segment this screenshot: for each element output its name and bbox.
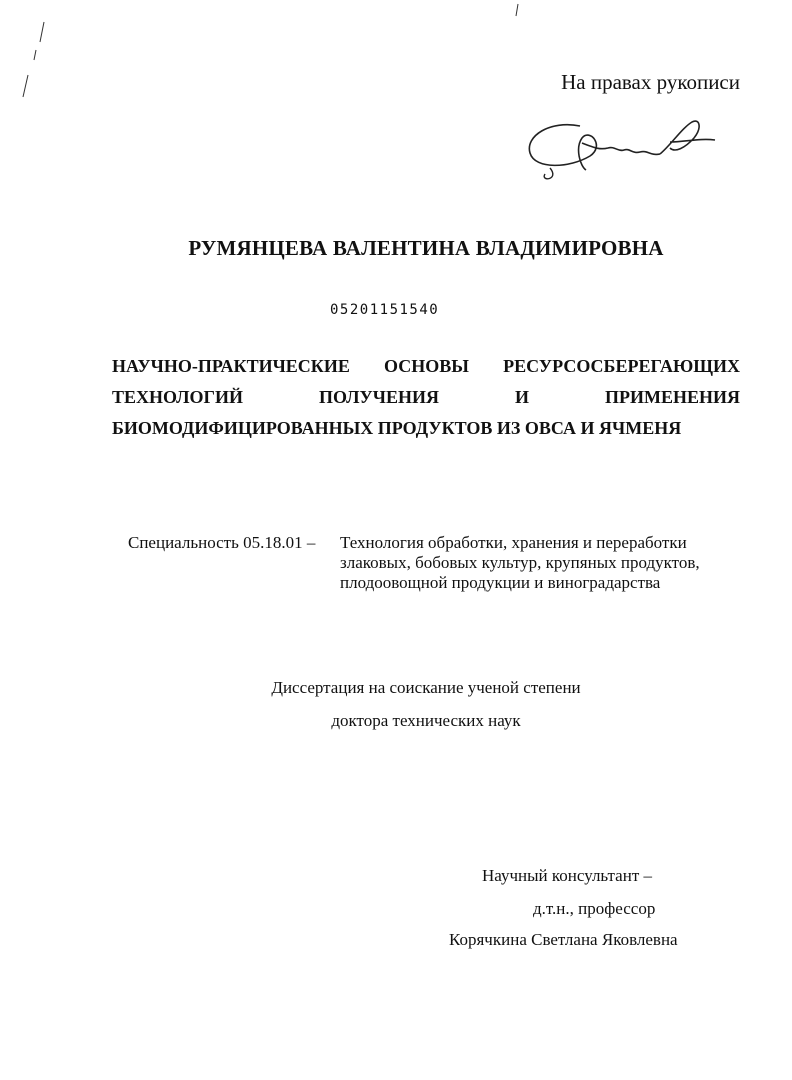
registration-code: 05201151540: [330, 302, 440, 318]
specialty-label: Специальность 05.18.01 –: [128, 533, 316, 552]
scan-mark-3: [23, 75, 28, 97]
advisor-role: Научный консультант –: [482, 866, 652, 885]
rights-notice: На правах рукописи: [561, 70, 740, 94]
degree-statement: Диссертация на соискание ученой степени: [271, 678, 581, 697]
degree-name: доктора технических наук: [331, 711, 521, 730]
scan-mark-4: [516, 4, 518, 16]
specialty-line-3: плодоовощной продукции и виноградарства: [340, 573, 661, 592]
specialty-line-1: Технология обработки, хранения и переработки: [340, 533, 687, 552]
specialty-description: [340, 533, 760, 593]
advisor-degree: д.т.н., профессор: [533, 899, 656, 918]
dissertation-title-line-3: БИОМОДИФИЦИРОВАННЫХ ПРОДУКТОВ ИЗ ОВСА И ЯЧМЕНЯ: [112, 418, 682, 438]
specialty-line-2: злаковых, бобовых культур, крупяных продуктов,: [340, 553, 700, 572]
author-name: РУМЯНЦЕВА ВАЛЕНТИНА ВЛАДИМИРОВНА: [188, 236, 664, 260]
advisor-name: Корячкина Светлана Яковлевна: [449, 930, 678, 949]
dissertation-title-line-2: ТЕХНОЛОГИЙ ПОЛУЧЕНИЯ И ПРИМЕНЕНИЯ: [112, 387, 740, 407]
dissertation-title-line-1: НАУЧНО-ПРАКТИЧЕСКИЕ ОСНОВЫ РЕСУРСОСБЕРЕГАЮЩИХ: [112, 356, 740, 376]
scan-mark-2: [34, 50, 36, 60]
signature-image: [520, 108, 720, 183]
scan-mark-1: [40, 22, 44, 42]
